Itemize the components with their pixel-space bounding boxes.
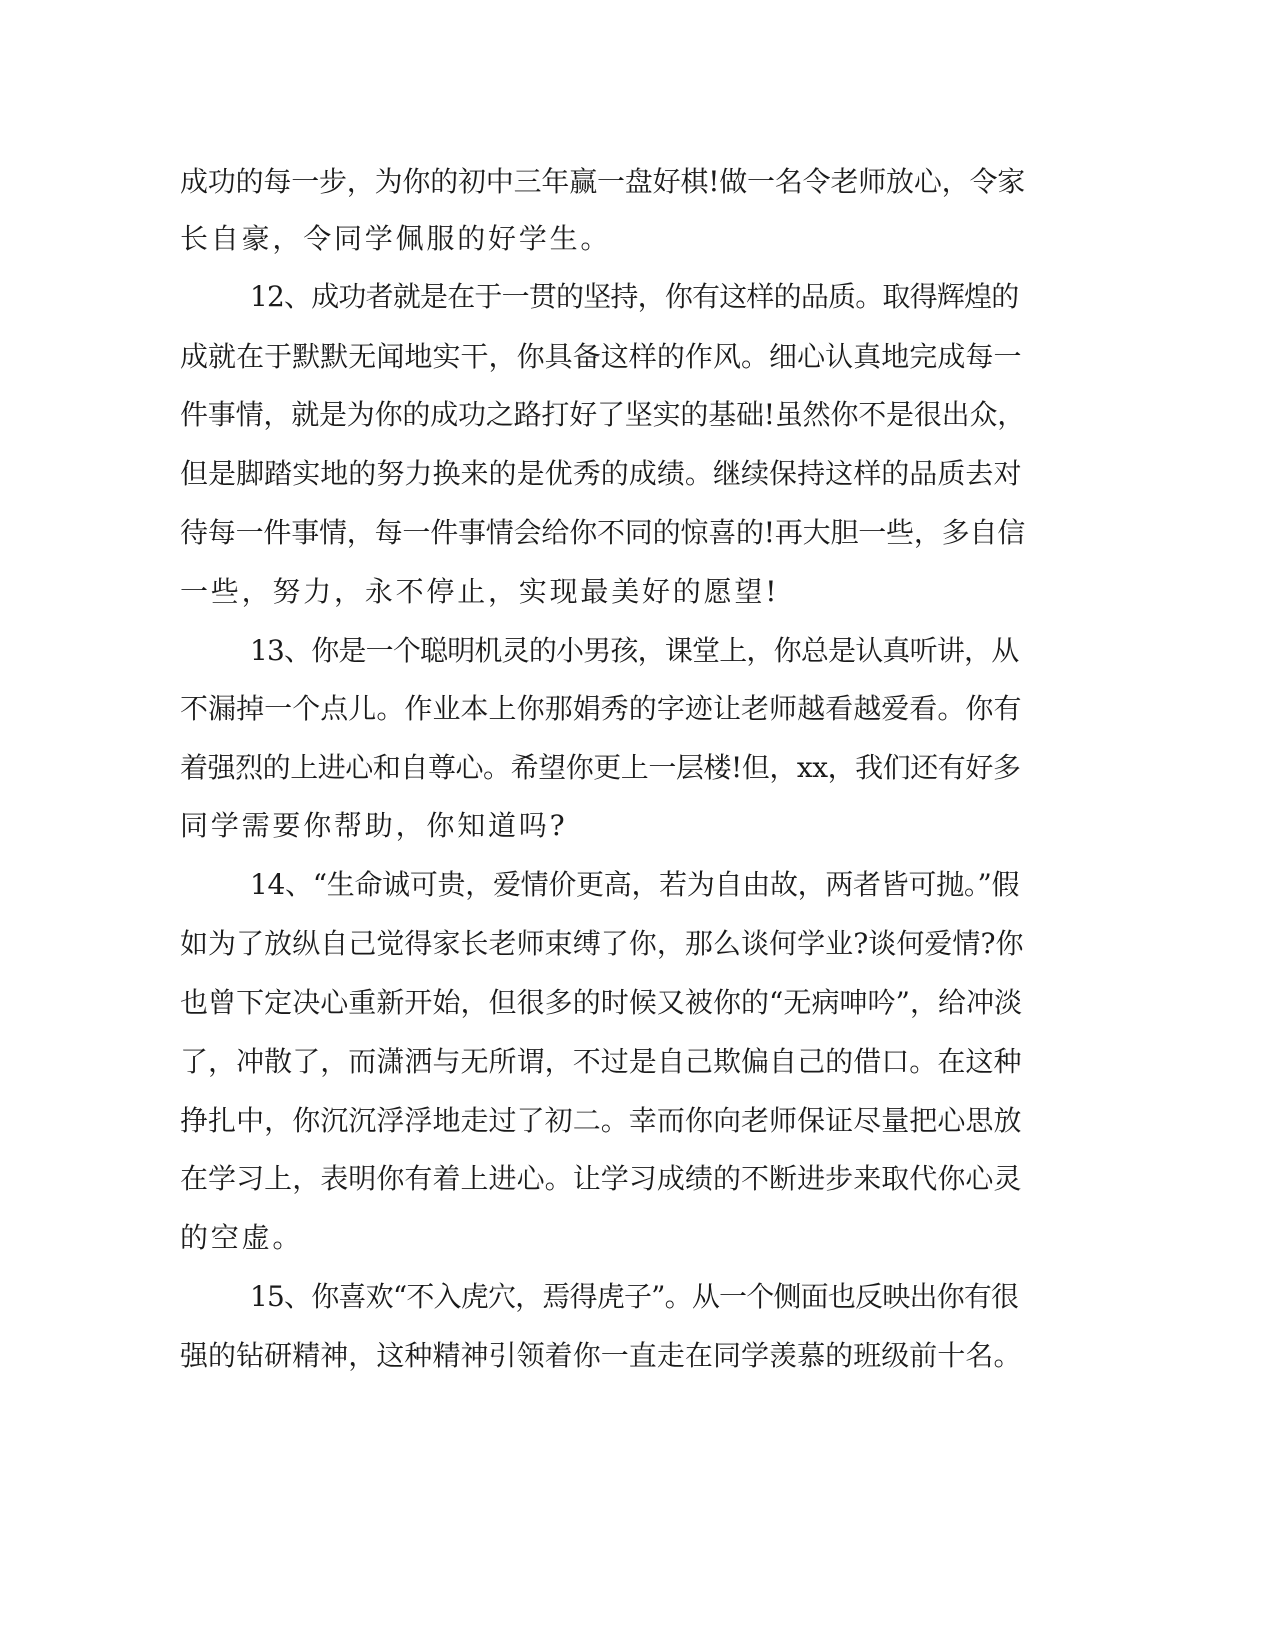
text-line: 成功的每一步，为你的初中三年赢一盘好棋!做一名令老师放心，令家 <box>180 165 1026 198</box>
text-line: 但是脚踏实地的努力换来的是优秀的成绩。继续保持这样的品质去对 <box>180 457 1022 490</box>
text-line: 同学需要你帮助，你知道吗? <box>180 809 568 842</box>
text-line: 了，冲散了，而潇洒与无所谓，不过是自己欺偏自己的借口。在这种 <box>180 1045 1022 1078</box>
text-line: 待每一件事情，每一件事情会给你不同的惊喜的!再大胆一些，多自信 <box>180 516 1026 549</box>
text-line: 着强烈的上进心和自尊心。希望你更上一层楼!但，xx，我们还有好多 <box>180 751 1021 784</box>
text-line: 件事情，就是为你的成功之路打好了坚实的基础!虽然你不是很出众， <box>180 398 1026 431</box>
text-line: 一些，努力，永不停止，实现最美好的愿望! <box>180 575 780 608</box>
text-line: 不漏掉一个点儿。作业本上你那娟秀的字迹让老师越看越爱看。你有 <box>180 692 1022 725</box>
paragraph-15-first-line: 15、你喜欢“不入虎穴，焉得虎子”。从一个侧面也反映出你有很 <box>250 1280 1019 1313</box>
paragraph-13-first-line: 13、你是一个聪明机灵的小男孩，课堂上，你总是认真听讲，从 <box>250 634 1019 667</box>
text-line: 在学习上，表明你有着上进心。让学习成绩的不断进步来取代你心灵 <box>180 1162 1022 1195</box>
text-line: 也曾下定决心重新开始，但很多的时候又被你的“无病呻吟”，给冲淡 <box>180 986 1023 1019</box>
text-line: 的空虚。 <box>180 1221 304 1254</box>
text-line: 挣扎中，你沉沉浮浮地走过了初二。幸而你向老师保证尽量把心思放 <box>180 1104 1022 1137</box>
paragraph-12-first-line: 12、成功者就是在于一贯的坚持，你有这样的品质。取得辉煌的 <box>250 280 1019 313</box>
text-line: 成就在于默默无闻地实干，你具备这样的作风。细心认真地完成每一 <box>180 340 1022 373</box>
text-line: 强的钻研精神，这种精神引领着你一直走在同学羡慕的班级前十名。 <box>180 1339 1022 1372</box>
text-line: 如为了放纵自己觉得家长老师束缚了你，那么谈何学业?谈何爱情?你 <box>180 927 1024 960</box>
paragraph-14-first-line: 14、“生命诚可贵，爱情价更高，若为自由故，两者皆可抛。”假 <box>250 868 1020 901</box>
text-line: 长自豪，令同学佩服的好学生。 <box>180 222 612 255</box>
